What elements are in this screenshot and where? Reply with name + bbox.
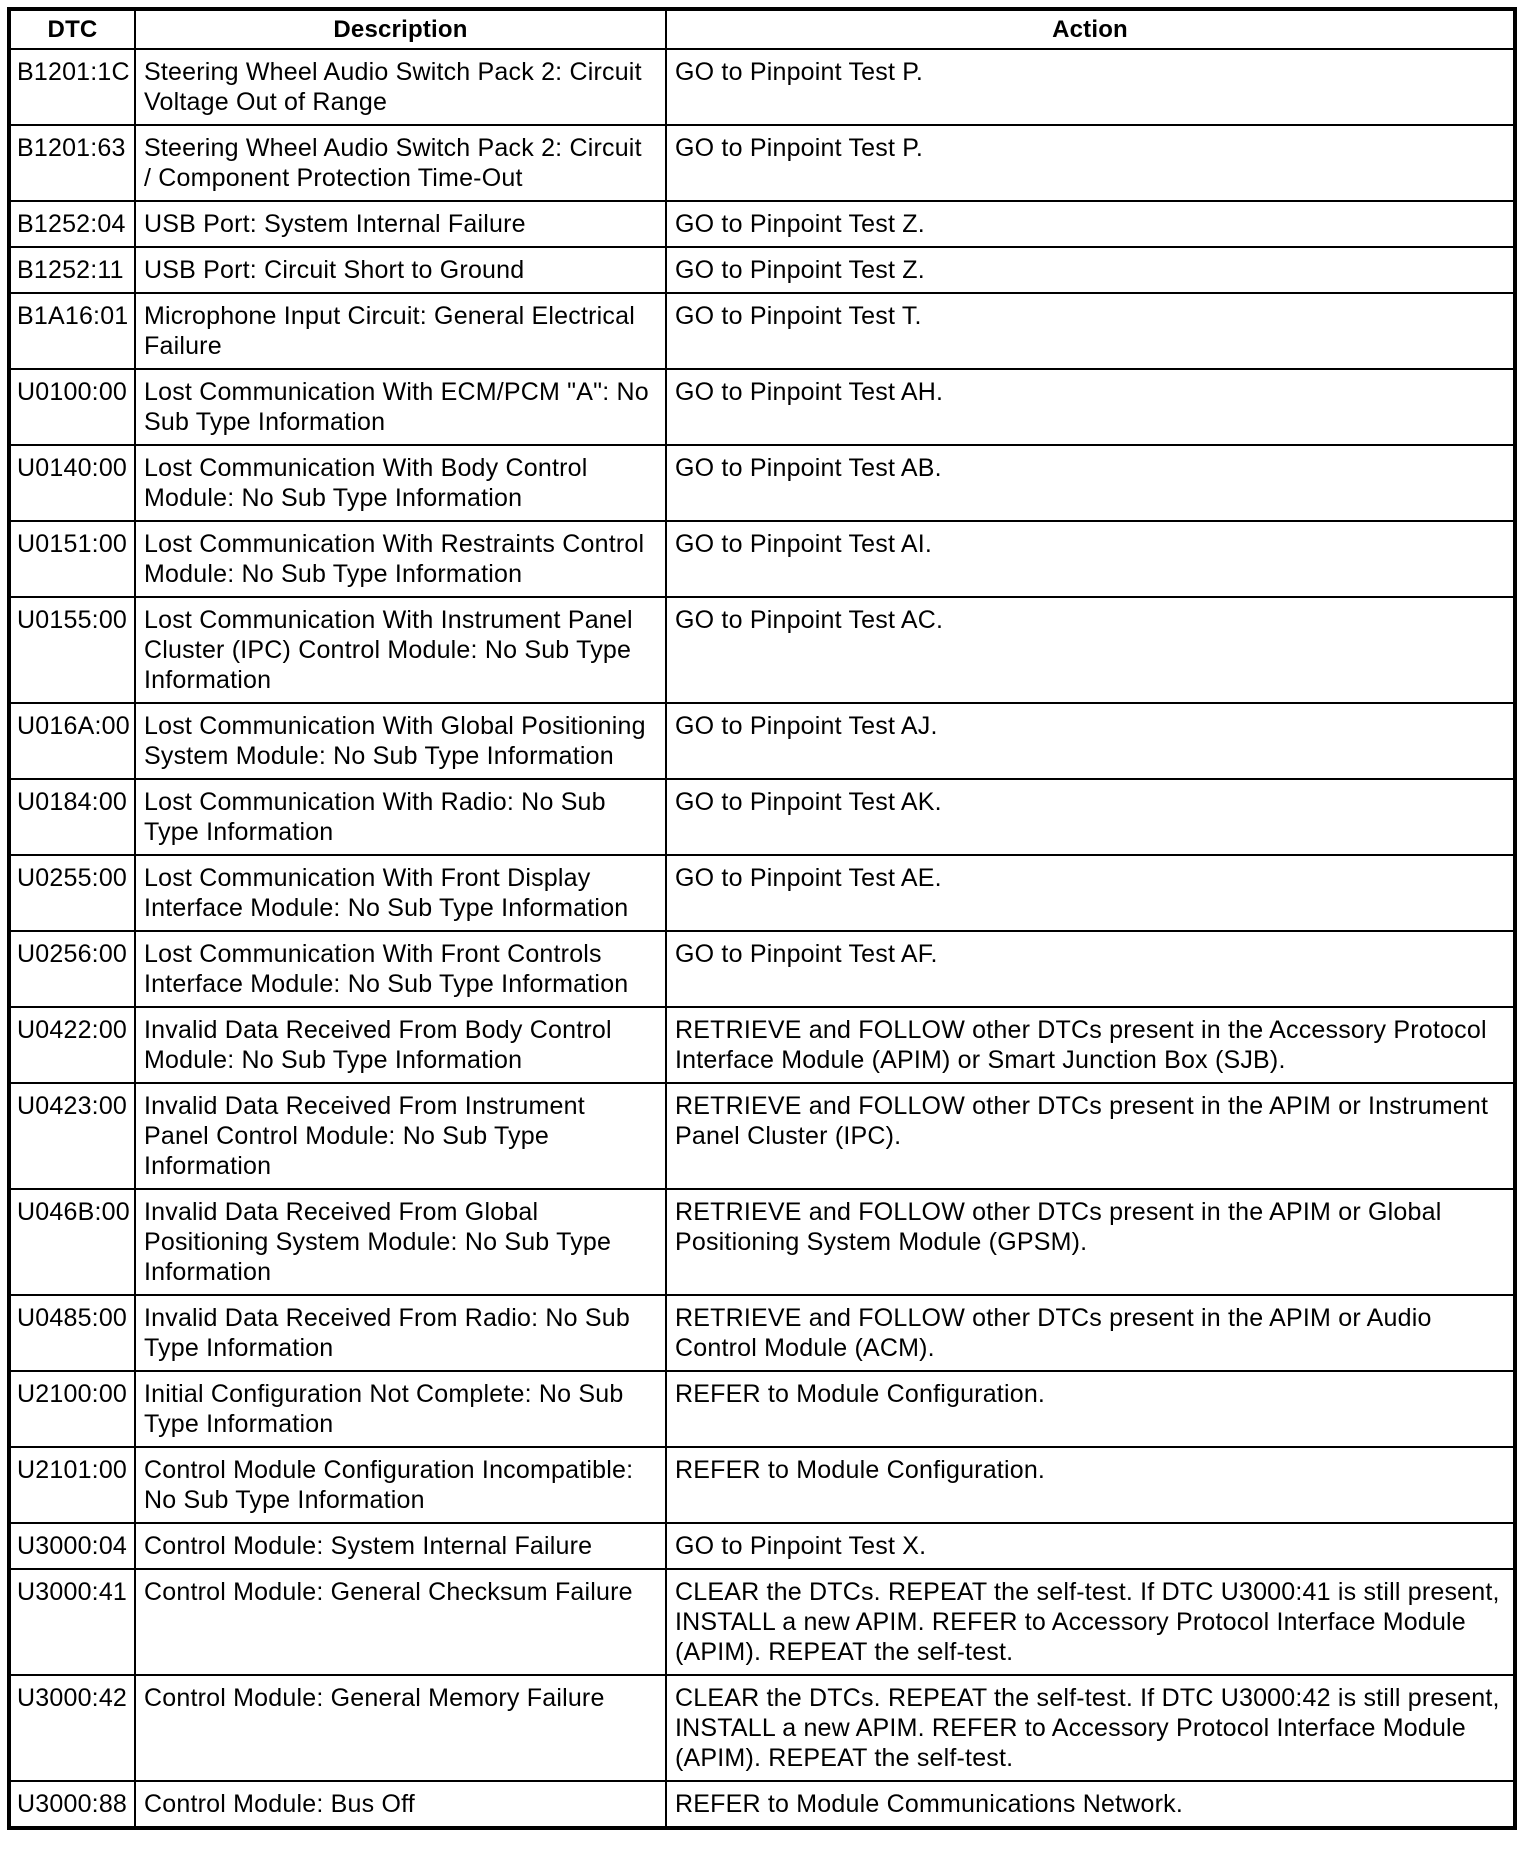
description-cell: Lost Communication With ECM/PCM "A": No Sub Type Information [135, 369, 666, 445]
description-cell: Microphone Input Circuit: General Electrical Failure [135, 293, 666, 369]
description-cell: Control Module: General Memory Failure [135, 1675, 666, 1781]
description-cell: Initial Configuration Not Complete: No Sub Type Information [135, 1371, 666, 1447]
dtc-code-cell: U0423:00 [9, 1083, 135, 1189]
table-row [9, 1371, 1515, 1447]
dtc-code-cell: U0255:00 [9, 855, 135, 931]
table-body [9, 49, 1515, 1828]
description-cell: Invalid Data Received From Instrument Panel Control Module: No Sub Type Information [135, 1083, 666, 1189]
description-cell: Lost Communication With Restraints Control Module: No Sub Type Information [135, 521, 666, 597]
table-row [9, 855, 1515, 931]
action-cell: GO to Pinpoint Test X. [666, 1523, 1515, 1569]
action-cell: GO to Pinpoint Test AI. [666, 521, 1515, 597]
action-cell: GO to Pinpoint Test AC. [666, 597, 1515, 703]
description-cell: Invalid Data Received From Global Positioning System Module: No Sub Type Information [135, 1189, 666, 1295]
description-cell: Invalid Data Received From Radio: No Sub Type Information [135, 1295, 666, 1371]
action-cell: RETRIEVE and FOLLOW other DTCs present in the APIM or Global Positioning System Module (GPSM). [666, 1189, 1515, 1295]
description-cell: Steering Wheel Audio Switch Pack 2: Circuit / Component Protection Time-Out [135, 125, 666, 201]
dtc-code-cell: B1252:04 [9, 201, 135, 247]
description-cell: USB Port: Circuit Short to Ground [135, 247, 666, 293]
table-row [9, 49, 1515, 125]
dtc-code-cell: U3000:88 [9, 1781, 135, 1828]
dtc-table-container [7, 7, 1513, 1830]
table-row [9, 1781, 1515, 1828]
description-cell: Lost Communication With Body Control Module: No Sub Type Information [135, 445, 666, 521]
dtc-code-cell: U3000:04 [9, 1523, 135, 1569]
action-cell: GO to Pinpoint Test Z. [666, 247, 1515, 293]
table-row [9, 1523, 1515, 1569]
description-cell: Steering Wheel Audio Switch Pack 2: Circuit Voltage Out of Range [135, 49, 666, 125]
action-cell: GO to Pinpoint Test P. [666, 125, 1515, 201]
table-row [9, 1189, 1515, 1295]
table-row [9, 1447, 1515, 1523]
dtc-code-cell: U0155:00 [9, 597, 135, 703]
action-cell: GO to Pinpoint Test AK. [666, 779, 1515, 855]
description-cell: Lost Communication With Global Positioning System Module: No Sub Type Information [135, 703, 666, 779]
header-action: Action [666, 9, 1515, 49]
table-row [9, 445, 1515, 521]
dtc-code-cell: U2100:00 [9, 1371, 135, 1447]
table-row [9, 247, 1515, 293]
dtc-code-cell: U2101:00 [9, 1447, 135, 1523]
dtc-code-cell: U3000:41 [9, 1569, 135, 1675]
action-cell: GO to Pinpoint Test T. [666, 293, 1515, 369]
table-row [9, 201, 1515, 247]
description-cell: Lost Communication With Front Display Interface Module: No Sub Type Information [135, 855, 666, 931]
description-cell: USB Port: System Internal Failure [135, 201, 666, 247]
dtc-code-cell: B1252:11 [9, 247, 135, 293]
table-header [9, 9, 1515, 49]
action-cell: REFER to Module Configuration. [666, 1371, 1515, 1447]
description-cell: Lost Communication With Instrument Panel Cluster (IPC) Control Module: No Sub Type Information [135, 597, 666, 703]
description-cell: Lost Communication With Radio: No Sub Type Information [135, 779, 666, 855]
table-row [9, 1675, 1515, 1781]
dtc-code-cell: U0256:00 [9, 931, 135, 1007]
action-cell: RETRIEVE and FOLLOW other DTCs present in the APIM or Audio Control Module (ACM). [666, 1295, 1515, 1371]
table-row [9, 1083, 1515, 1189]
table-row [9, 597, 1515, 703]
action-cell: REFER to Module Configuration. [666, 1447, 1515, 1523]
action-cell: GO to Pinpoint Test AF. [666, 931, 1515, 1007]
header-row [9, 9, 1515, 49]
dtc-code-cell: B1A16:01 [9, 293, 135, 369]
description-cell: Control Module: Bus Off [135, 1781, 666, 1828]
table-row [9, 1007, 1515, 1083]
dtc-code-cell: U046B:00 [9, 1189, 135, 1295]
action-cell: RETRIEVE and FOLLOW other DTCs present in the APIM or Instrument Panel Cluster (IPC). [666, 1083, 1515, 1189]
dtc-code-cell: B1201:1C [9, 49, 135, 125]
header-dtc: DTC [9, 9, 135, 49]
action-cell: CLEAR the DTCs. REPEAT the self-test. If DTC U3000:41 is still present, INSTALL a new APIM. REFER to Accessory Protocol Interface Module (APIM). REPEAT the self-test. [666, 1569, 1515, 1675]
dtc-code-cell: U0140:00 [9, 445, 135, 521]
header-description: Description [135, 9, 666, 49]
dtc-code-cell: U0485:00 [9, 1295, 135, 1371]
dtc-code-cell: U016A:00 [9, 703, 135, 779]
dtc-code-cell: U0100:00 [9, 369, 135, 445]
table-row [9, 369, 1515, 445]
description-cell: Control Module: System Internal Failure [135, 1523, 666, 1569]
table-row [9, 703, 1515, 779]
action-cell: GO to Pinpoint Test AH. [666, 369, 1515, 445]
table-row [9, 931, 1515, 1007]
dtc-code-cell: U0422:00 [9, 1007, 135, 1083]
table-row [9, 293, 1515, 369]
action-cell: RETRIEVE and FOLLOW other DTCs present in the Accessory Protocol Interface Module (APIM) or Smart Junction Box (SJB). [666, 1007, 1515, 1083]
description-cell: Lost Communication With Front Controls Interface Module: No Sub Type Information [135, 931, 666, 1007]
action-cell: REFER to Module Communications Network. [666, 1781, 1515, 1828]
action-cell: CLEAR the DTCs. REPEAT the self-test. If DTC U3000:42 is still present, INSTALL a new APIM. REFER to Accessory Protocol Interface Module (APIM). REPEAT the self-test. [666, 1675, 1515, 1781]
table-row [9, 521, 1515, 597]
action-cell: GO to Pinpoint Test AB. [666, 445, 1515, 521]
description-cell: Control Module: General Checksum Failure [135, 1569, 666, 1675]
dtc-code-cell: U0151:00 [9, 521, 135, 597]
action-cell: GO to Pinpoint Test P. [666, 49, 1515, 125]
action-cell: GO to Pinpoint Test AJ. [666, 703, 1515, 779]
table-row [9, 1569, 1515, 1675]
action-cell: GO to Pinpoint Test Z. [666, 201, 1515, 247]
dtc-code-cell: U3000:42 [9, 1675, 135, 1781]
table-row [9, 779, 1515, 855]
table-row [9, 1295, 1515, 1371]
dtc-code-cell: U0184:00 [9, 779, 135, 855]
table-row [9, 125, 1515, 201]
dtc-code-cell: B1201:63 [9, 125, 135, 201]
dtc-table [7, 7, 1517, 1830]
action-cell: GO to Pinpoint Test AE. [666, 855, 1515, 931]
description-cell: Control Module Configuration Incompatible: No Sub Type Information [135, 1447, 666, 1523]
description-cell: Invalid Data Received From Body Control Module: No Sub Type Information [135, 1007, 666, 1083]
